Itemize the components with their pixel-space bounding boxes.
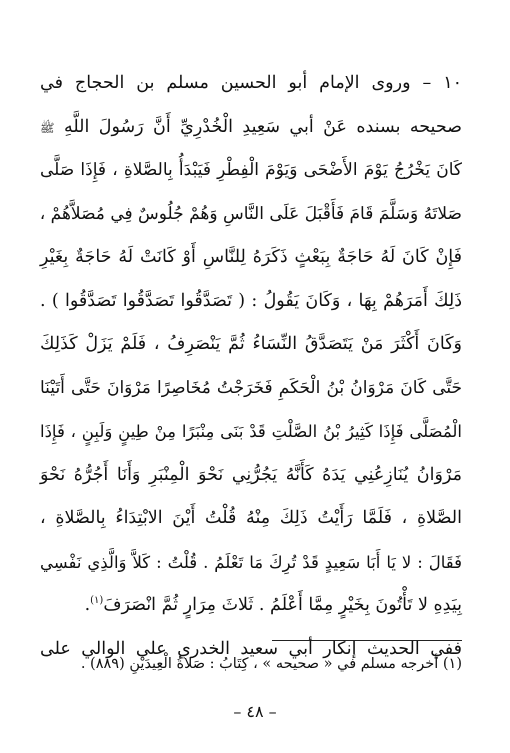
text-line-5: فَإِنْ كَانَ لَهُ حَاجَةٌ بِبَعْثٍ ذَكَرَهُ لِلنَّاسِ أَوْ كَانَتْ لَهُ حَاجَةٌ بِغَيْرِ [40, 247, 462, 267]
text-line-10: مَرْوَانُ يُنَازِعُنِي يَدَهُ كَأَنَّهُ يَجُرُّنِي نَحْوَ الْمِنْبَرِ وَأَنَا أَجُرُّهُ نَحْوَ [40, 464, 462, 485]
footnote-divider [272, 640, 462, 641]
page-number: – ٤٨ – [233, 702, 277, 721]
text-line-12: فَقَالَ : لا يَا أَبَا سَعِيدٍ قَدْ تُرِكَ مَا تَعْلَمُ . قُلْتُ : كَلاَّ وَالَّذِي نَفْسِي [40, 552, 463, 572]
text-line-14: ففي الحديث إنكار أبي سعيد الخدري على الوالي على [40, 638, 462, 659]
text-line-6: ذَلِكَ أَمَرَهُمْ بِهَا ، وَكَانَ يَقُولُ : ( تَصَدَّقُوا تَصَدَّقُوا تَصَدَّقُوا ) . [40, 290, 462, 311]
text-line-13 [40, 584, 462, 628]
text-line-1: ١٠ – وروى الإمام أبو الحسين مسلم بن الحجاج في [40, 73, 462, 93]
text-line-2 [40, 106, 462, 150]
text-line-2-words: صحيحه بسنده عَنْ أبي سَعِيدِ الْخُدْرِيِّ أَنَّ رَسُولَ اللَّهِ [63, 116, 462, 137]
text-line-3: كَانَ يَخْرُجُ يَوْمَ الأَضْحَى وَيَوْمَ الْفِطْرِ فَيَبْدَأُ بِالصَّلاةِ ، فَإِذَا صَلَّى [40, 160, 462, 180]
text-line-9: الْمُصَلَّى فَإِذَا كَثِيرُ بْنُ الصَّلْتِ قَدْ بَنَى مِنْبَرًا مِنْ طِينٍ وَلَبِنٍ ، فَإِذَا [40, 422, 462, 441]
text-line-13-words: بِيَدِهِ لا تَأْتُونَ بِخَيْرٍ مِمَّا أَعْلَمُ . ثَلاثَ مِرَارٍ ثُمَّ انْصَرَفَ [103, 595, 462, 615]
text-line-13-end: . [84, 595, 91, 615]
text-line-8: حَتَّى كَانَ مَرْوَانُ بْنُ الْحَكَمِ فَخَرَجْتُ مُخَاصِرًا مَرْوَانَ حَتَّى أَتَيْنَا [40, 377, 462, 398]
text-line-7: وَكَانَ أَكْثَرَ مَنْ يَتَصَدَّقُ النِّسَاءُ ثُمَّ يَنْصَرِفُ ، فَلَمْ يَزَلْ كَذَلِكَ [40, 334, 462, 354]
text-line-11: الصَّلاةِ ، فَلَمَّا رَأَيْتُ ذَلِكَ مِنْهُ قُلْتُ أَيْنَ الابْتِدَاءُ بِالصَّلاةِ ، [40, 508, 462, 528]
text-line-4: صَلاتَهُ وَسَلَّمَ قَامَ فَأَقْبَلَ عَلَى النَّاسِ وَهُمْ جُلُوسٌ فِي مُصَلاَّهُمْ ، [39, 203, 462, 224]
honorific-symbol: ﷺ [40, 120, 55, 135]
main-text [40, 62, 462, 671]
footnote: (١) أخرجه مسلم في « صحيحه » ، كِتَابُ : صَلاةُ الْعِيدَيْنِ (٨٨٩) . [80, 656, 462, 672]
footnote-reference: (١) [90, 595, 104, 607]
